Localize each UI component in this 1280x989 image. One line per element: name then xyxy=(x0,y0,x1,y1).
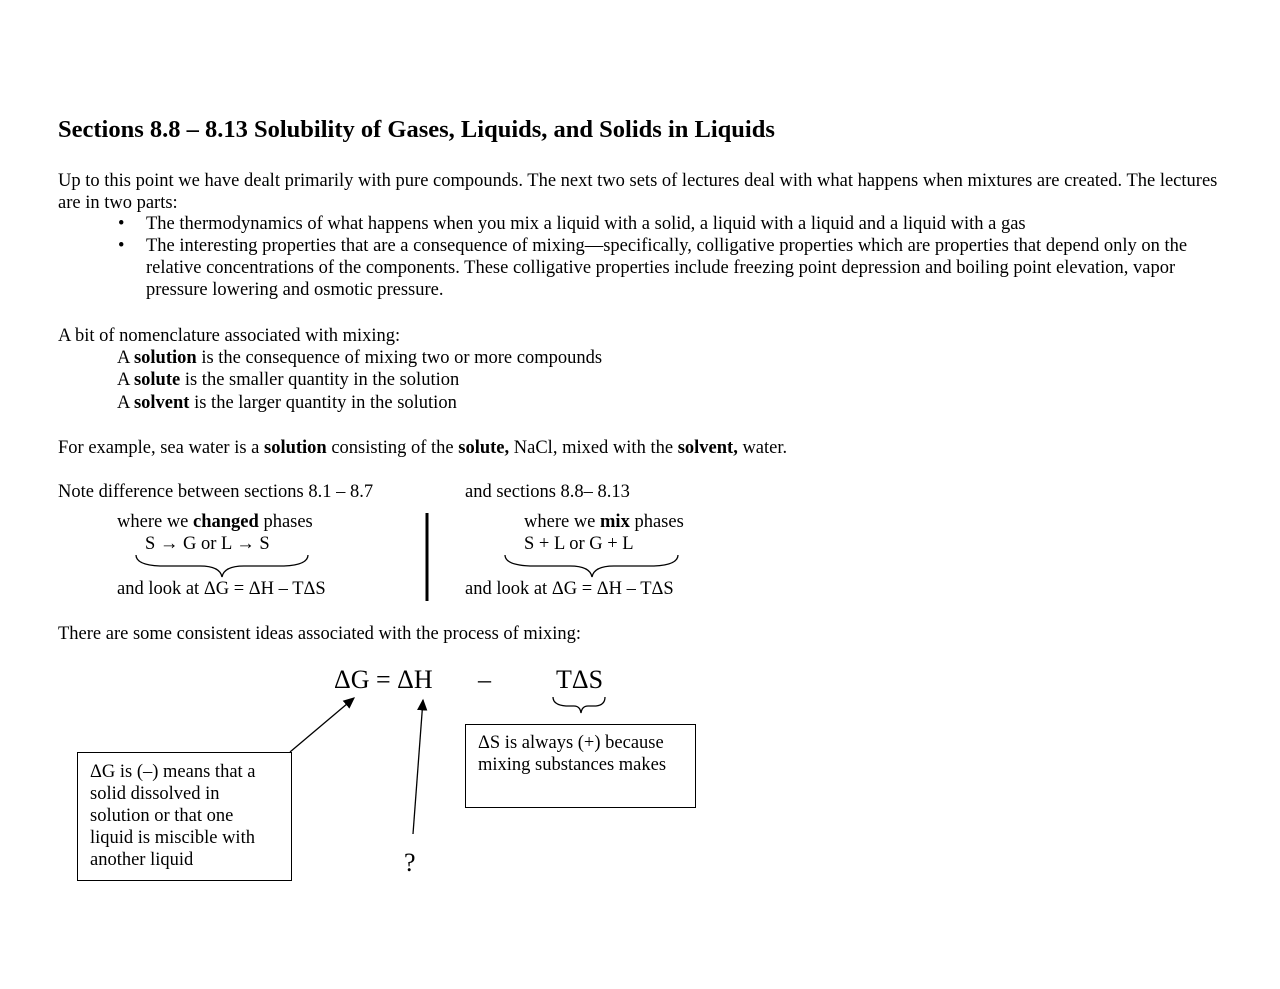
bullet-text: The interesting properties that are a consequence of mixing—specifically, colligative properties which are properties that depend only on the relative concentrations of the components. These colligative properties include freezing point depression and boiling point elevation, vapor pressure lowering and osmotic pressure. xyxy=(146,236,1188,300)
bullet-text: The thermodynamics of what happens when you mix a liquid with a solid, a liquid with a liquid and a liquid with a gas xyxy=(146,214,1026,234)
ds-explanation-box: ΔS is always (+) because mixing substances makes xyxy=(465,724,696,808)
left-where-line: where we changed phases xyxy=(117,512,313,532)
right-where-line: where we mix phases xyxy=(524,512,684,532)
page-title: Sections 8.8 – 8.13 Solubility of Gases, Liquids, and Solids in Liquids xyxy=(58,116,775,143)
arrow-to-dg xyxy=(290,698,354,752)
example-sentence: For example, sea water is a solution consisting of the solute, NaCl, mixed with the solvent, water. xyxy=(58,438,788,458)
equation-dg-dh: ΔG = ΔH xyxy=(334,665,433,694)
nomenclature-heading: A bit of nomenclature associated with mixing: xyxy=(58,326,401,346)
left-process: S → G or L → S xyxy=(145,534,270,554)
arrow-to-dh xyxy=(413,700,423,834)
right-brace xyxy=(505,555,678,577)
bullet-icon: • xyxy=(118,236,125,256)
bullet-icon: • xyxy=(118,214,125,234)
question-mark: ? xyxy=(404,848,416,877)
right-look: and look at ΔG = ΔH – TΔS xyxy=(465,579,674,599)
left-brace xyxy=(136,555,308,577)
compare-left-heading: Note difference between sections 8.1 – 8.7 xyxy=(58,482,374,502)
dg-explanation-box: ΔG is (–) means that a solid dissolved in solution or that one liquid is miscible with another liquid xyxy=(77,752,292,881)
intro-paragraph: Up to this point we have dealt primarily with pure compounds. The next two sets of lectures deal with what happens when mixtures are created. The lectures are in two parts: xyxy=(58,171,1218,213)
right-process: S + L or G + L xyxy=(524,534,634,554)
consistent-sentence: There are some consistent ideas associated with the process of mixing: xyxy=(58,624,581,644)
compare-right-heading: and sections 8.8– 8.13 xyxy=(465,482,630,502)
definition-solute: A solute is the smaller quantity in the solution xyxy=(117,370,460,390)
definition-solvent: A solvent is the larger quantity in the solution xyxy=(117,393,457,413)
definition-solution: A solution is the consequence of mixing two or more compounds xyxy=(117,348,603,368)
equation-tds: TΔS xyxy=(556,665,604,694)
equation-minus: – xyxy=(478,665,491,694)
left-look: and look at ΔG = ΔH – TΔS xyxy=(117,579,326,599)
tds-brace xyxy=(553,697,605,713)
